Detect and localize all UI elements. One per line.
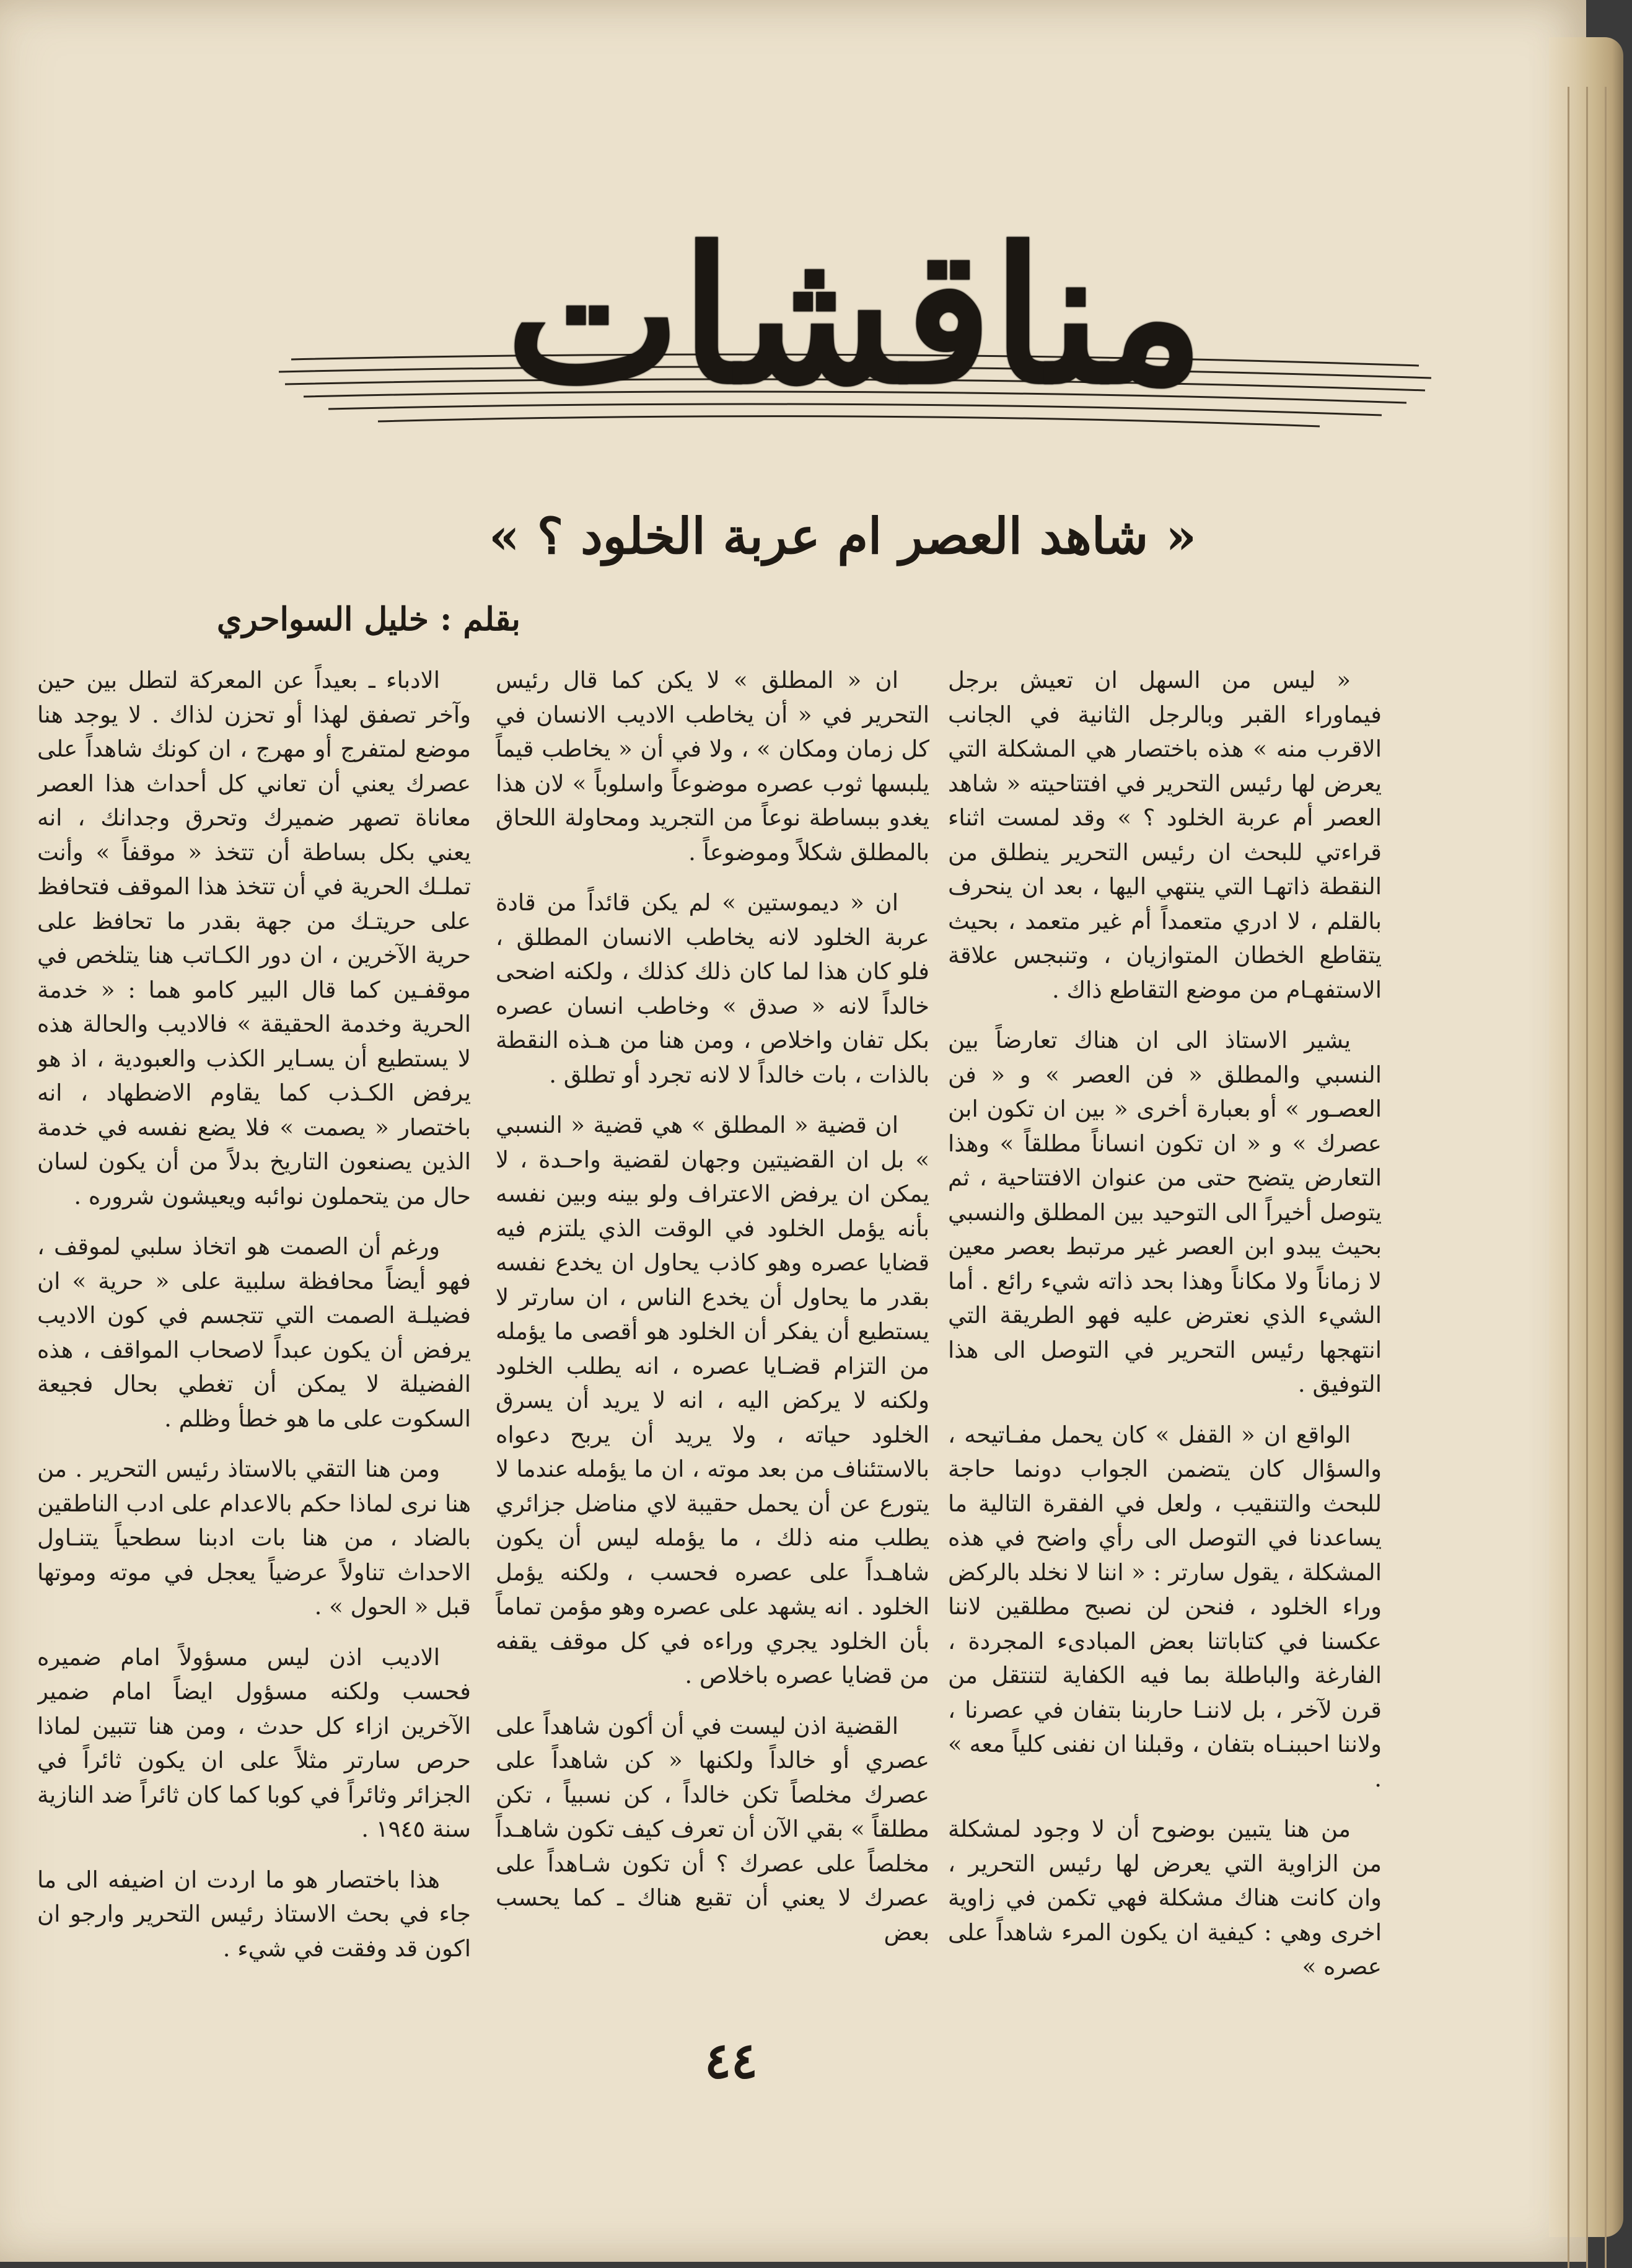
paragraph: ان قضية « المطلق » هي قضية « النسبي » بل ان القضيتين وجهان لقضية واحـدة ، لا يمكن ان يرفض الاعتراف ولو بينه وبين نفسه بأنه يؤمل الخلود في الوقت الذي يلتزم فيه قضايا عصره وهو كاذب يحاول ان يخدع نفسه بقدر ما يحاول أن يخدع الناس ، ان سارتر لا يستطيع أن يفكر أن الخلود هو أقصى ما يؤمله من التزام قضـايا عصره ، انه يطلب الخلود ولكنه لا يركض اليه ، انه لا يريد أن يسرق الخلود حياته ، ولا يريد أن يربح دعواه بالاستئناف من بعد موته ، ان ما يؤمله عندما لا يتورع عن أن يحمل حقيبة لاي مناضل جزائري يطلب منه ذلك ، ما يؤمله ليس أن يكون شاهـداً على عصره فحسب ، ولكنه يؤمل الخلود . انه يشهد على عصره وهو مؤمن تماماً بأن الخلود يجري وراءه في كل موقف يقفه من قضايا عصره باخلاص . [496,1112,929,1689]
paragraph: يشير الاستاذ الى ان هناك تعارضاً بين النسبي والمطلق « فن العصر » و « فن العصـور » أو بعبارة أخرى « بين ان تكون ابن عصرك » و « ان تكون انساناً مطلقاً » وهذا التعارض يتضح حتى من عنوان الافتتاحية ، ثم يتوصل أخيراً الى التوحيد بين المطلق والنسبي بحيث يبدو ابن العصر غير مرتبط بعصر معين لا زماناً ولا مكاناً وهذا بحد ذاته شيء رائع . أما الشيء الذي نعترض عليه فهو الطريقة التي انتهجها رئيس التحرير في التوصل الى هذا التوفيق . [948,1027,1382,1397]
paragraph: ان « المطلق » لا يكن كما قال رئيس التحرير في « أن يخاطب الاديب الانسان في كل زمان ومكان » ، ولا في أن « يخاطب قيماً يلبسها ثوب عصره موضوعاً واسلوباً » لان هذا يغدو ببساطة نوعاً من التجريد ومحاولة اللحاق بالمطلق شكلاً وموضوعاً . [496,667,929,866]
paragraph: هذا باختصار هو ما اردت ان اضيفه الى ما جاء في بحث الاستاذ رئيس التحرير وارجو ان اكون قد وفقت في شيء . [37,1866,471,1962]
article-title: « شاهد العصر ام عربة الخلود ؟ » [488,507,1197,565]
text-column-right [948,663,1382,1989]
paragraph: من هنا يتبين بوضوح أن لا وجود لمشكلة من الزاوية التي يعرض لها رئيس التحرير ، وان كانت هناك مشكلة فهي تكمن في زاوية اخرى وهي : كيفية ان يكون المرء شاهداً على عصره » [948,1816,1382,1980]
page-edge [1549,37,1623,2237]
paragraph: القضية اذن ليست في أن أكون شاهداً على عصري أو خالداً ولكنها « كن شاهداً على عصرك مخلصاً تكن خالداً ، كن نسبياً ، تكن مطلقاً » بقي الآن أن تعرف كيف تكون شاهـداً مخلصاً على عصرك ؟ أن تكون شـاهداً على عصرك لا يعني أن تقبع هناك ـ كما يحسب بعض [496,1712,929,1946]
text-column-middle [496,663,929,1989]
paragraph: ومن هنا التقي بالاستاذ رئيس التحرير . من هنا نرى لماذا حكم بالاعدام على ادب الناطقين بالضاد ، من هنا بات ادبنا سطحياً يتنـاول الاحداث تناولاً عرضياً يعجل في موته وموتها قبل « الحول » . [37,1456,471,1620]
article-byline: بقلم : خليل السواحري [216,600,520,638]
paragraph: « ليس من السهل ان تعيش برجل فيماوراء القبر وبالرجل الثانية في الجانب الاقرب منه » هذه باختصار هي المشكلة التي يعرض لها رئيس التحرير في افتتاحيته « شاهد العصر أم عربة الخلود ؟ » وقد لمست اثناء قراءتي للبحث ان رئيس التحرير ينطلق من النقطة ذاتهـا التي ينتهي اليها ، بعد ان ينحرف بالقلم ، لا ادري متعمداً أم غير متعمد ، بحيث يتقاطع الخطان المتوازيان ، وتنبجس علاقة الاستفهـام من موضع التقاطع ذاك . [948,667,1382,1003]
text-column-left [37,663,471,1989]
paragraph: ان « ديموستين » لم يكن قائداً من قادة عربة الخلود لانه يخاطب الانسان المطلق ، فلو كان هذا لما كان ذلك كذلك ، ولكنه اضحى خالداً لانه « صدق » وخاطب انسان عصره بكل تفان واخلاص ، ومن هنا من هـذه النقطة بالذات ، بات خالداً لا لانه تجرد أو تطلق . [496,889,929,1088]
masthead-title: مناقشات [506,206,1204,425]
paragraph: الادباء ـ بعيداً عن المعركة لتطل بين حين وآخر تصفق لهذا أو تحزن لذاك . لا يوجد هنا موضع لمتفرج أو مهرج ، ان كونك شاهداً على عصرك يعني أن تعاني كل أحداث هذا العصر معاناة تصهر ضميرك وتحرق وجدانك ، انه يعني بكل بساطة أن تتخذ « موقفاً » وأنت تملـك الحرية في أن تتخذ هذا الموقف فتحافظ على حريتـك من جهة بقدر ما تحافظ على حرية الآخرين ، ان دور الكـاتب هنا يتلخص في موقفـين كما قال البير كامو هما : « خدمة الحرية وخدمة الحقيقة » فالاديب والحالة هذه لا يستطيع أن يسـاير الكذب والعبودية ، اذ هو يرفض الكـذب كما يقاوم الاضطهاد ، انه باختصار « يصمت » فلا يضع نفسه في خدمة الذين يصنعون التاريخ بدلاً من أن يكون لسان حال من يتحملون نوائبه ويعيشون شروره . [37,667,471,1210]
paragraph: الواقع ان « القفل » كان يحمل مفـاتيحه ، والسؤال كان يتضمن الجواب دونما حاجة للبحث والتنقيب ، ولعل في الفقرة التالية ما يساعدنا في التوصل الى رأي واضح في هذه المشكلة ، يقول سارتر : « اننا لا نخلد بالركض وراء الخلود ، فنحن لن نصبح مطلقين لاننا عكسنا في كتاباتنا بعض المبادىء المجردة ، الفارغة والباطلة بما فيه الكفاية لتنتقل من قرن لآخر ، بل لاننـا حاربنا بتفان في عصرنا ، ولاننا احببنـاه بتفان ، وقبلنا ان نفنى كلياً معه » . [948,1421,1382,1792]
paragraph: ورغم أن الصمت هو اتخاذ سلبي لموقف ، فهو أيضاً محافظة سلبية على « حرية » ان فضيلـة الصمت التي تتجسم في كون الاديب يرفض أن يكون عبداً لاصحاب المواقف ، هذه الفضيلة لا يمكن أن تغطي بحال فجيعة السكوت على ما هو خطأ وظلم . [37,1233,471,1432]
page-number: ٤٤ [704,2031,758,2090]
section-masthead [266,206,1444,434]
paragraph: الاديب اذن ليس مسؤولاً امام ضميره فحسب ولكنه مسؤول ايضاً امام ضمير الآخرين ازاء كل حدث ، ومن هنا تتبين لماذا حرص سارتر مثلاً على ان يكون ثائراً في الجزائر وثائراً في كوبا كما كان ثائراً ضد النازية سنة ١٩٤٥ . [37,1643,471,1842]
